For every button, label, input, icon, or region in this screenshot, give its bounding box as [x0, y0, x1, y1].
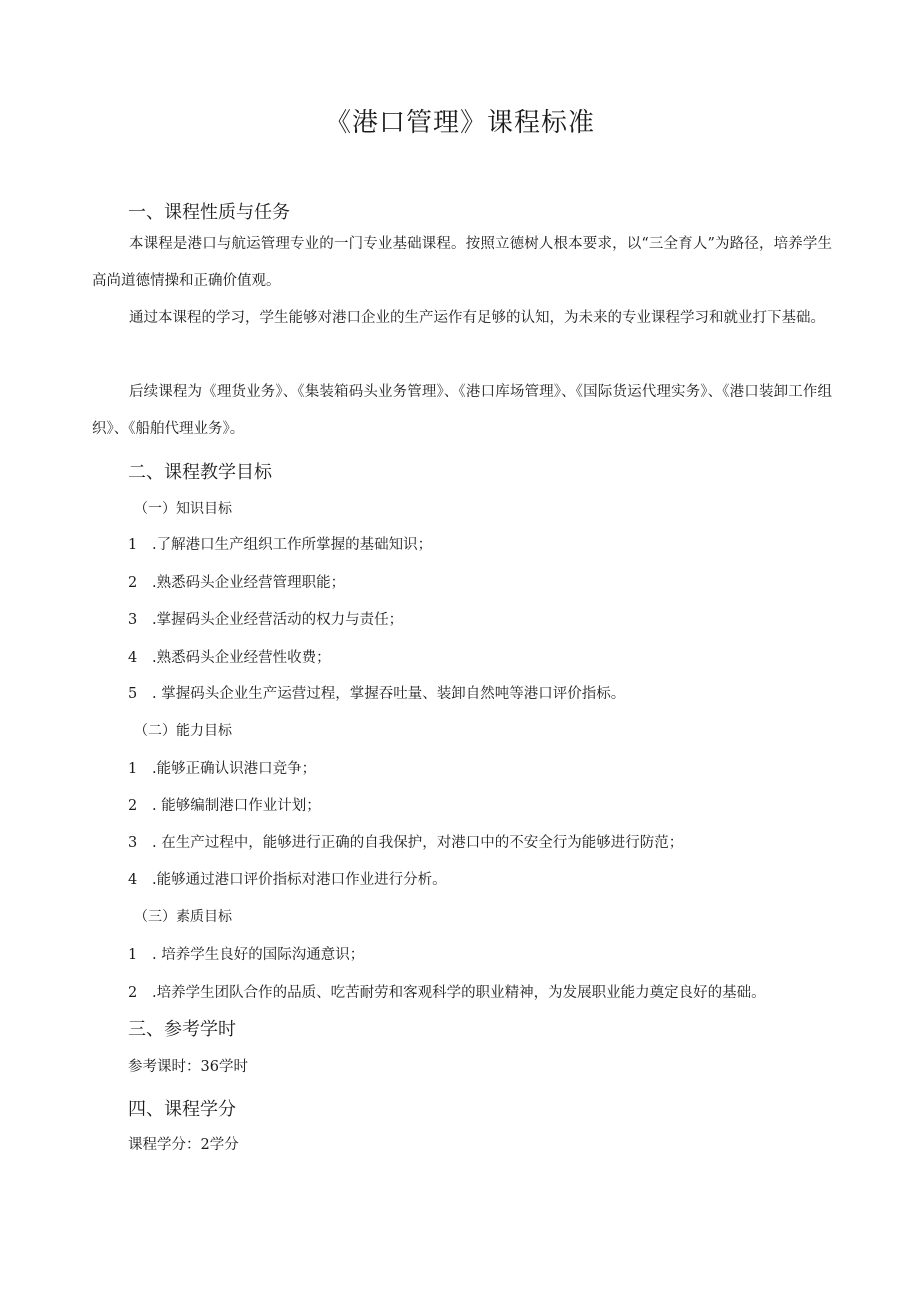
subheading-ability-objectives: （二）能力目标	[134, 723, 232, 739]
list-item-number: 1	[128, 947, 138, 963]
list-item	[128, 831, 683, 852]
list-item-number: 1	[128, 537, 138, 553]
list-item-text: .熟悉码头企业经营管理职能；	[152, 575, 346, 591]
list-item-text: .能够通过港口评价指标对港口作业进行分析。	[152, 872, 447, 888]
section-heading-credits: 四、课程学分	[128, 1099, 236, 1120]
list-item-number: 3	[128, 612, 138, 628]
list-item-number: 3	[128, 835, 138, 851]
section-heading-objectives: 二、课程教学目标	[128, 462, 272, 483]
course-credits-text: 课程学分：2学分	[128, 1137, 239, 1153]
list-item-text: . 掌握码头企业生产运营过程，掌握吞吐量、装卸自然吨等港口评价指标。	[152, 686, 626, 702]
list-item-text: .了解港口生产组织工作所掌握的基础知识；	[152, 537, 433, 553]
list-item	[128, 868, 447, 889]
document-title: 《港口管理》课程标准	[324, 108, 595, 138]
list-item	[128, 533, 432, 554]
reference-hours-text: 参考课时：36学时	[128, 1059, 248, 1075]
paragraph-follow-up-courses: 后续课程为《理货业务》、《集装箱码头业务管理》、《港口库场管理》、《国际货运代理实务》、《港口装卸工作组织》、《船舶代理业务》。	[92, 384, 832, 437]
list-item-text: .熟悉码头企业经营性收费；	[152, 650, 331, 666]
list-item-text: . 能够编制港口作业计划；	[152, 798, 321, 814]
list-item	[128, 981, 766, 1002]
list-item-text: .培养学生团队合作的品质、吃苦耐劳和客观科学的职业精神，为发展职业能力奠定良好的基础。	[152, 985, 766, 1001]
list-item-text: .掌握码头企业经营活动的权力与责任；	[152, 612, 404, 628]
list-item	[128, 794, 321, 815]
subheading-knowledge-objectives: （一）知识目标	[134, 501, 232, 517]
list-item-number: 4	[128, 650, 138, 666]
subheading-quality-objectives: （三）素质目标	[134, 909, 232, 925]
list-item	[128, 943, 364, 964]
list-item	[128, 646, 331, 667]
list-item-text: .能够正确认识港口竞争；	[152, 761, 317, 777]
list-item	[128, 571, 345, 592]
list-item	[128, 757, 316, 778]
section-heading-hours: 三、参考学时	[128, 1019, 236, 1040]
paragraph-course-nature: 本课程是港口与航运管理专业的一门专业基础课程。按照立德树人根本要求，以“三全育人”为路径，培养学生高尚道德情操和正确价值观。	[92, 236, 832, 289]
list-item-text: . 在生产过程中，能够进行正确的自我保护，对港口中的不安全行为能够进行防范；	[152, 835, 684, 851]
section-heading-nature: 一、课程性质与任务	[128, 202, 290, 223]
list-item	[128, 608, 403, 629]
list-item-number: 2	[128, 798, 138, 814]
list-item-number: 1	[128, 761, 138, 777]
list-item-number: 2	[128, 985, 138, 1001]
paragraph-course-goal: 通过本课程的学习，学生能够对港口企业的生产运作有足够的认知，为未来的专业课程学习和就业打下基础。	[129, 310, 825, 326]
list-item-number: 2	[128, 575, 138, 591]
list-item-number: 4	[128, 872, 138, 888]
list-item-number: 5	[128, 686, 138, 702]
list-item	[128, 682, 625, 703]
list-item-text: . 培养学生良好的国际沟通意识；	[152, 947, 365, 963]
